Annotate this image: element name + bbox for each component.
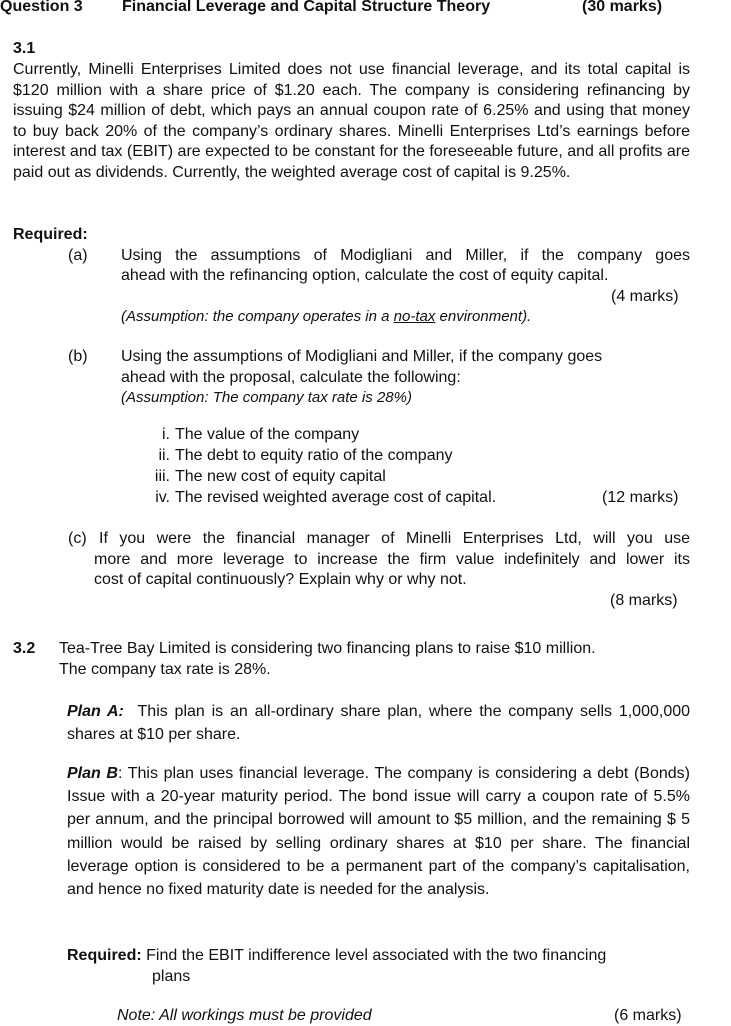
required-3-2: Required: Find the EBIT indifference level associated with the two financing [67, 947, 607, 964]
workings-note: Note: All workings must be provided [117, 1007, 372, 1024]
section-3-1-scenario: Currently, Minelli Enterprises Limited does not use financial leverage, and its total capital is $120 million with a share price of $1.20 each. The company is considering refinancing by issuing $24 million of debt, which pays an annual coupon rate of 6.25% and using that money to buy back 20% of the company’s ordinary shares. Minelli Enterprises Ltd’s earnings before interest and tax (EBIT) are expected to be constant for the foreseeable future, and all profits are paid out as dividends. Currently, the weighted average cost of capital is 9.25%. [13, 61, 690, 181]
section-3-2-marks: (6 marks) [614, 1007, 682, 1024]
plan-a-label: Plan A: [67, 703, 124, 720]
list-item-num: iii. [154, 468, 170, 485]
section-3-2-intro-line1: Tea-Tree Bay Limited is considering two financing plans to raise $10 million. [59, 640, 596, 657]
no-tax-underlined: no-tax [393, 308, 436, 325]
part-a-label: (a) [68, 247, 88, 264]
part-a-text-line1: Using the assumptions of Modigliani and Miller, if the company goes [121, 247, 690, 264]
list-item-text: The value of the company [175, 426, 360, 443]
part-b-assumption: (Assumption: The company tax rate is 28%) [121, 389, 412, 406]
section-3-2-intro-line2: The company tax rate is 28%. [59, 661, 271, 678]
part-b-text-line1: Using the assumptions of Modigliani and Miller, if the company goes [121, 348, 603, 365]
plan-b-paragraph: Plan B: This plan uses financial leverage. The company is considering a debt (Bonds) Issue with a 20-year maturity period. The bond issue will carry a coupon rate of 5.5% per annum, and the principal borrowed will amount to $5 million, and the remaining $ 5 million would be raised by selling ordinary shares at $10 per share. The financial leverage option is considered to be a permanent part of the company’s capitalisation, and hence no fixed maturity date is needed for the analysis. [67, 765, 690, 899]
section-3-2-number: 3.2 [13, 640, 36, 657]
part-c-label: (c) [68, 530, 87, 547]
part-c-text-line3: cost of capital continuously? Explain why or why not. [94, 571, 467, 588]
part-c-marks: (8 marks) [610, 592, 678, 609]
part-b-text-line2: ahead with the proposal, calculate the following: [121, 369, 461, 386]
list-item-num: iv. [155, 489, 170, 506]
list-item-num: ii. [158, 447, 170, 464]
part-a-marks: (4 marks) [611, 288, 679, 305]
part-a-text-line2: ahead with the refinancing option, calculate the cost of equity capital. [121, 267, 609, 284]
list-item-text: The revised weighted average cost of capital. [175, 489, 497, 506]
part-c-text-line2: more and more leverage to increase the firm value indefinitely and lower its [94, 551, 690, 568]
required-3-2-line2: plans [152, 968, 191, 985]
question-title: Financial Leverage and Capital Structure Theory [122, 0, 491, 15]
part-a-assumption: (Assumption: the company operates in a no-tax environment). [121, 308, 532, 325]
part-c-text-line1: If you were the financial manager of Minelli Enterprises Ltd, will you use [99, 530, 690, 547]
required-label: Required: [13, 226, 88, 243]
plan-b-label: Plan B [67, 765, 118, 782]
section-3-1-number: 3.1 [13, 40, 36, 57]
part-b-label: (b) [68, 348, 88, 365]
required-3-2-label: Required: [67, 947, 142, 964]
plan-a-paragraph: Plan A: This plan is an all-ordinary share plan, where the company sells 1,000,000 shares at $10 per share. [67, 703, 691, 744]
question-number: Question 3 [0, 0, 83, 15]
list-item-num: i. [162, 426, 170, 443]
list-item-text: The new cost of equity capital [175, 468, 386, 485]
list-item-text: The debt to equity ratio of the company [175, 447, 453, 464]
question-marks: (30 marks) [582, 0, 663, 15]
part-b-marks: (12 marks) [602, 489, 679, 506]
